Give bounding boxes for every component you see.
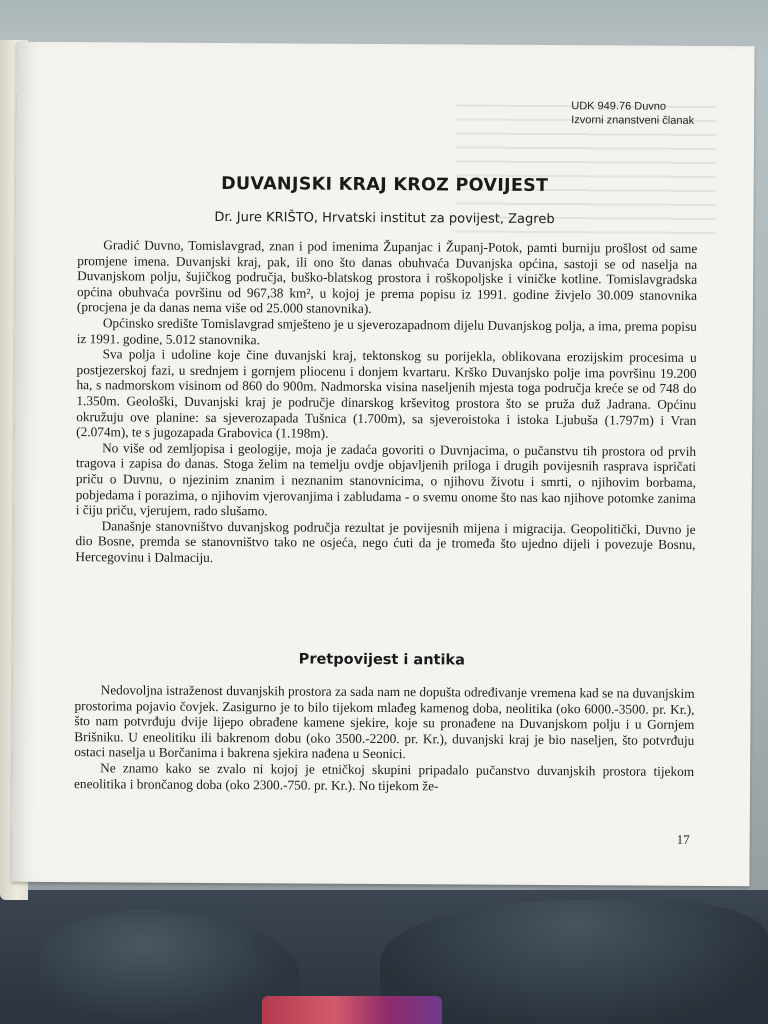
prehistory-section [74, 682, 695, 795]
paragraph: No više od zemljopisa i geologije, moja je zadaća govoriti o Duvnjacima, o pučanstvu tih prostora od prvih tragova i zapisa do danas. Stoga želim na temelju ovdje objavljenih priloga i drugih povijesnih rasprava ispričati priču o Duvnu, o njezinim znanim i neznanim stanovnicima, o njihovu životu i smrti, o njihovim borbama, pobjedama i porazima, o njihovim vjerovanjima i zabludama - o svemu onome što nas kao njihove potomke zanima i čiju priču, vjerujem, rado slušamo. [75, 440, 697, 519]
colorful-cloth [262, 996, 442, 1024]
paragraph: Sva polja i udoline koje čine duvanjski kraj, tektonskog su porijekla, oblikovana erozijskim procesima u postjezerskoj fazi, u srednjem i gornjem pliocenu i donjem kvartaru. Krško Duvanjsko polje ima površinu 19.200 ha, s nadmorskom visinom od 860 do 900m. Nadmorska visina naseljenih mjesta toga područja kreće se od 748 do 1.350m. Geološki, Duvanjski kraj je područje dinarskog krševitog prostora što se pruža duž Jadrana. Općinu okružuju ove planine: sa sjeverozapada Tušnica (1.700m), sa sjeveroistoka i istoka Ljubuša (1.797m) i Vran (2.074m), te s jugozapada Grabovica (1.198m). [76, 346, 697, 441]
paragraph: Gradić Duvno, Tomislavgrad, znan i pod imenima Županjac i Županj-Potok, pamti burniju prošlost od same promjene imena. Duvanjski kraj, pak, ili ono što danas obuhvaća Duvanjska općina, sastoji se od naselja na Duvanjskom polju, šujičkog područja, buško-blatskog prostora i roškopoljske i viničke kotline. Tomislavgradska općina obuhvaća površinu od 967,38 km², u kojoj je prema popisu iz 1991. godine živjelo 30.009 stanovnika (procjena je da danas nema više od 25.000 stanovnika). [76, 237, 698, 317]
article-category: Izvorni znanstveni članak [571, 114, 695, 127]
page-header-meta [571, 99, 694, 128]
paragraph: Ne znamo kako se zvalo ni kojoj je etničkoj skupini pripadalo pučanstvo duvanjskih prostora tijekom eneolitika i brončanog doba (oko 2300.-750. pr. Kr.). No tijekom že- [73, 760, 695, 793]
page-number: 17 [676, 831, 690, 847]
intro-section [75, 237, 697, 568]
paragraph: Današnje stanovništvo duvanjskog područja rezultat je povijesnih mijena i migracija. Geopolitički, Duvno je dio Bosne, premda se stanovništvo tako ne osjeća, nego ćuti da je tromeđa što ujedno dijeli i povezuje Bosnu, Hercegovinu i Dalmaciju. [75, 517, 696, 565]
paragraph: Nedovoljna istraženost duvanjskih prostora za sada nam ne dopušta određivanje vremena kad se na duvanjskim prostorima pojavio čovjek. Zasigurno je to bilo tijekom mlađeg kamenog doba, neolitika (oko 6000.-3500. pr. Kr.), što nam potvrđuju dvije lijepo obrađene kamene sjekire, koje su pronađene na Duvanjskom polju i u Gornjem Brišniku. U eneolitiku ili bakrenom dobu (oko 3500.-2200. pr. Kr.), duvanjski kraj je bio naseljen, što potvrđuju ostaci naselja u Borčanima i bakrena sjekira nađena u Seonici. [74, 682, 695, 762]
article-author: Dr. Jure KRIŠTO, Hrvatski institut za povijest, Zagreb [214, 209, 555, 228]
book-page [11, 42, 754, 886]
article-title: DUVANJSKI KRAJ KROZ POVIJEST [221, 174, 549, 197]
paragraph: Općinsko središte Tomislavgrad smješteno je u sjeverozapadnom dijelu Duvanjskog polja, a ima, prema popisu iz 1991. godine, 5.012 stanovnika. [76, 315, 697, 347]
section-heading: Pretpovijest i antika [298, 651, 465, 669]
udk-code: UDK 949.76 Duvno [571, 100, 667, 113]
